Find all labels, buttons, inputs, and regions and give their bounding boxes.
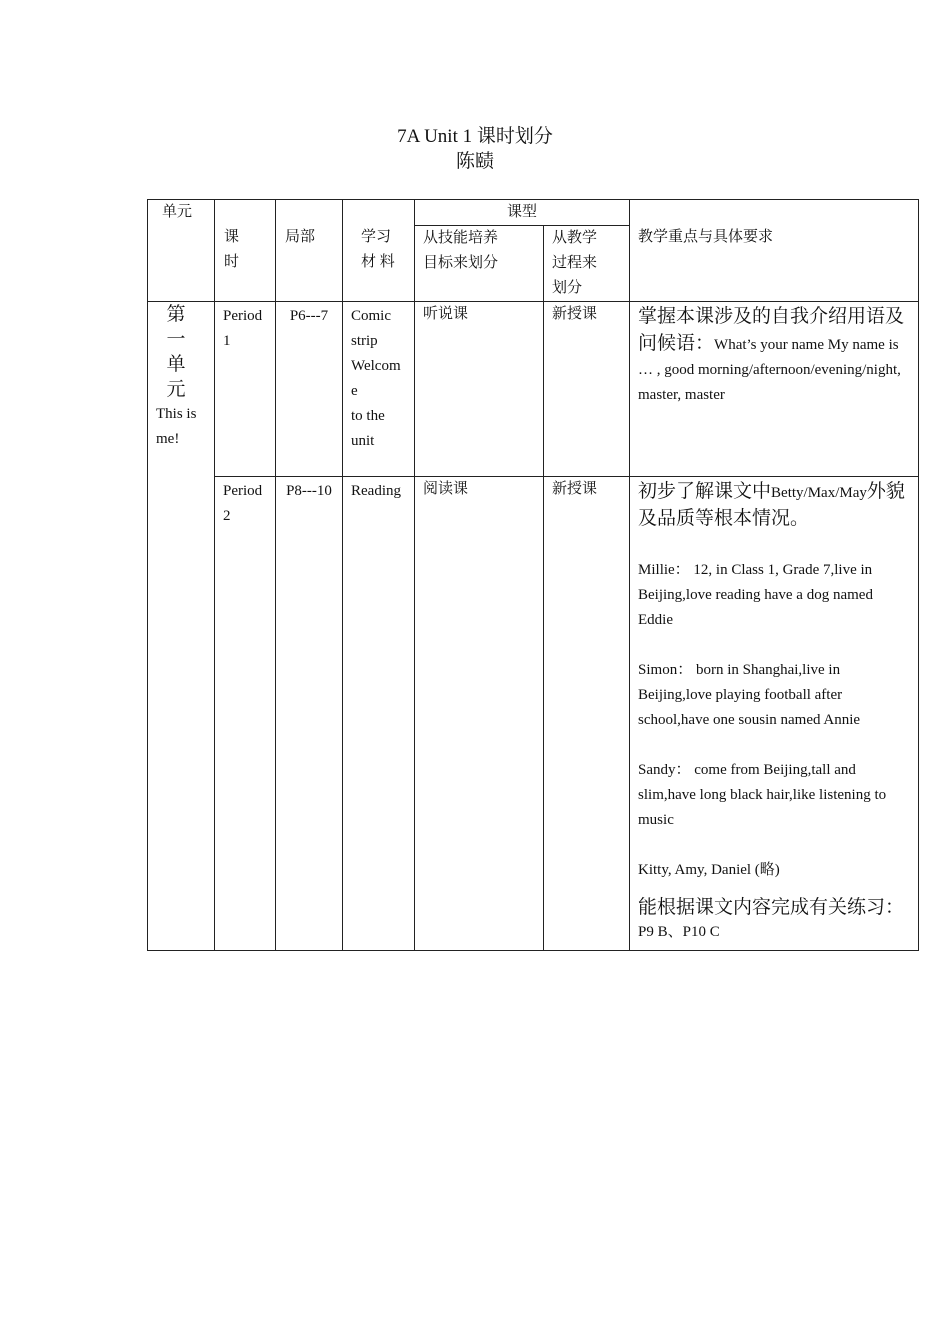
period-1-focus: 掌握本课涉及的自我介绍用语及问候语：What’s your name My name is … , good morning/afternoon/evening/night, master, master bbox=[630, 302, 919, 477]
period-2-by-process: 新授课 bbox=[544, 477, 630, 951]
character-others: Kitty, Amy, Daniel (略) bbox=[638, 862, 780, 878]
header-unit: 单元 bbox=[148, 200, 215, 302]
period-2-material: Reading bbox=[343, 477, 415, 951]
character-simon: Simon： born in Shanghai,live in Beijing,love playing football after school,have one sousin named Annie bbox=[638, 662, 861, 728]
period-1-by-skill: 听说课 bbox=[415, 302, 544, 477]
period-1-by-process: 新授课 bbox=[544, 302, 630, 477]
period-2-focus: 初步了解课文中Betty/Max/May外貌及品质等根本情况。 Millie： 12, in Class 1, Grade 7,live in Beijing,love reading have a dog named Eddie Simon： born in Shanghai,live in Beijing,love playing football after school,have one sousin named Annie Sandy： come from Beijing,tall and slim,have long black hair,like listening to music Kitty, Amy, Daniel (略) 能根据课文内容完成有关练习： P9 B、P10 C bbox=[630, 477, 919, 951]
header-type: 课型 bbox=[415, 200, 630, 226]
exercise-note: 能根据课文内容完成有关练习： bbox=[638, 897, 905, 918]
lesson-plan-table bbox=[147, 199, 919, 951]
period-1-material: Comic strip Welcom e to the unit bbox=[343, 302, 415, 477]
header-by-process: 从教学 过程来 划分 bbox=[544, 226, 630, 302]
header-section: 局部 bbox=[276, 200, 343, 302]
character-millie: Millie： 12, in Class 1, Grade 7,live in Beijing,love reading have a dog named Eddie bbox=[638, 562, 873, 628]
table-row bbox=[148, 302, 919, 477]
header-material: 学习 材 料 bbox=[343, 200, 415, 302]
unit-label-cell: 第 一 单 元 This is me! bbox=[148, 302, 215, 951]
character-sandy: Sandy： come from Beijing,tall and slim,have long black hair,like listening to music bbox=[638, 762, 887, 828]
document-author: 陈赜 bbox=[455, 151, 494, 172]
table-row bbox=[148, 477, 919, 951]
period-2-section: P8---10 bbox=[276, 477, 343, 951]
header-lesson: 课 时 bbox=[215, 200, 276, 302]
period-2-lesson: Period 2 bbox=[215, 477, 276, 951]
header-focus: 教学重点与具体要求 bbox=[630, 200, 919, 302]
document-title-block bbox=[0, 124, 950, 174]
period-1-section: P6---7 bbox=[276, 302, 343, 477]
period-1-lesson: Period 1 bbox=[215, 302, 276, 477]
document-title: 7A Unit 1 课时划分 bbox=[397, 126, 553, 147]
period-2-by-skill: 阅读课 bbox=[415, 477, 544, 951]
exercise-pages: P9 B、P10 C bbox=[638, 924, 720, 940]
header-by-skill: 从技能培养 目标来划分 bbox=[415, 226, 544, 302]
